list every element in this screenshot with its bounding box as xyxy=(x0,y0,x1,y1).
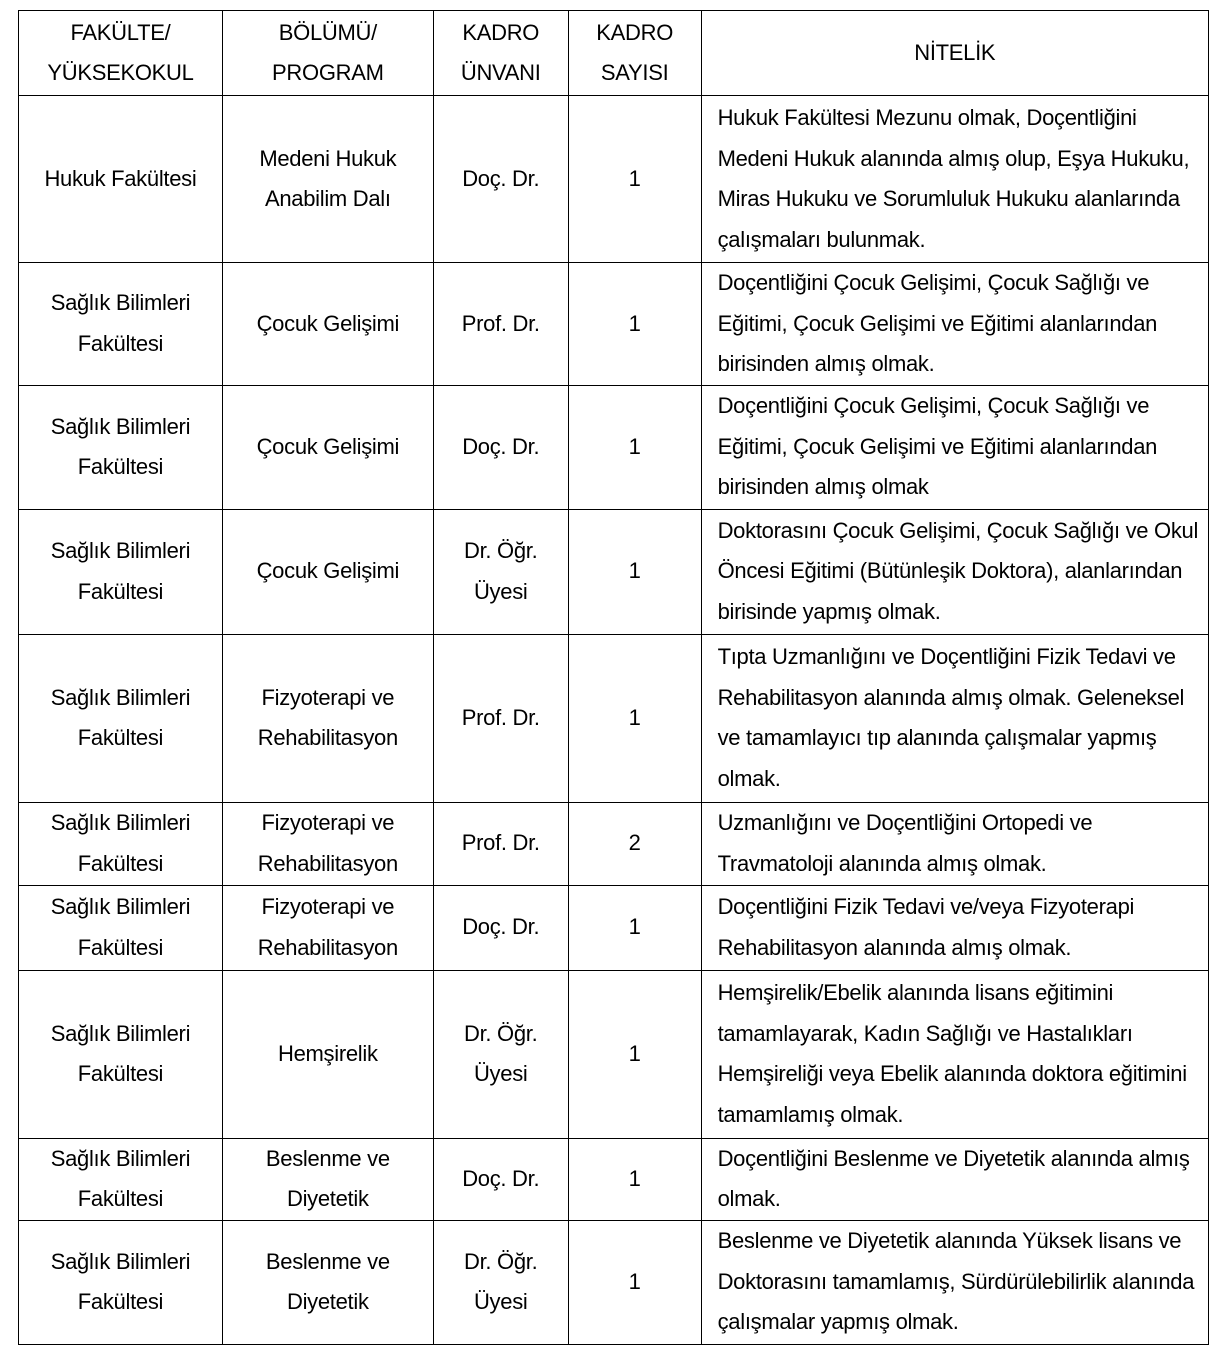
header-row xyxy=(19,11,1209,96)
table-row xyxy=(19,885,1209,970)
cell-qualification: Hukuk Fakültesi Mezunu olmak, Doçentliğini Medeni Hukuk alanında almış olup, Eşya Hukuku, Miras Hukuku ve Sorumluluk Hukuku alanlarında çalışmaları bulunmak. xyxy=(701,96,1208,263)
cell-department: Çocuk Gelişimi xyxy=(222,263,433,386)
cell-department: Çocuk Gelişimi xyxy=(222,385,433,509)
cell-faculty: Sağlık Bilimleri Fakültesi xyxy=(19,970,223,1138)
cell-qualification: Doçentliğini Beslenme ve Diyetetik alanında almış olmak. xyxy=(701,1138,1208,1220)
cell-department: Hemşirelik xyxy=(222,970,433,1138)
table-row xyxy=(19,509,1209,634)
header-qualification: NİTELİK xyxy=(701,11,1208,96)
cell-count: 1 xyxy=(568,1138,701,1220)
cell-title: Prof. Dr. xyxy=(433,263,568,386)
cell-faculty: Sağlık Bilimleri Fakültesi xyxy=(19,385,223,509)
cell-title: Doç. Dr. xyxy=(433,385,568,509)
cell-department: Fizyoterapi ve Rehabilitasyon xyxy=(222,634,433,802)
cell-qualification: Doçentliğini Çocuk Gelişimi, Çocuk Sağlığı ve Eğitimi, Çocuk Gelişimi ve Eğitimi alanlarından birisinden almış olmak xyxy=(701,385,1208,509)
cell-faculty: Sağlık Bilimleri Fakültesi xyxy=(19,634,223,802)
cell-qualification: Doçentliğini Fizik Tedavi ve/veya Fizyoterapi Rehabilitasyon alanında almış olmak. xyxy=(701,885,1208,970)
table-row xyxy=(19,1138,1209,1220)
cell-title: Doç. Dr. xyxy=(433,885,568,970)
cell-faculty: Sağlık Bilimleri Fakültesi xyxy=(19,885,223,970)
cell-department: Fizyoterapi ve Rehabilitasyon xyxy=(222,802,433,885)
cell-qualification: Doktorasını Çocuk Gelişimi, Çocuk Sağlığı ve Okul Öncesi Eğitimi (Bütünleşik Doktora), alanlarından birisinde yapmış olmak. xyxy=(701,509,1208,634)
cell-title: Dr. Öğr. Üyesi xyxy=(433,509,568,634)
cell-faculty: Sağlık Bilimleri Fakültesi xyxy=(19,802,223,885)
table-row xyxy=(19,802,1209,885)
cell-count: 2 xyxy=(568,802,701,885)
table-row xyxy=(19,634,1209,802)
cell-department: Medeni Hukuk Anabilim Dalı xyxy=(222,96,433,263)
cell-count: 1 xyxy=(568,509,701,634)
cell-faculty: Sağlık Bilimleri Fakültesi xyxy=(19,1220,223,1344)
cell-qualification: Beslenme ve Diyetetik alanında Yüksek lisans ve Doktorasını tamamlamış, Sürdürülebilirlik alanında çalışmalar yapmış olmak. xyxy=(701,1220,1208,1344)
cell-title: Prof. Dr. xyxy=(433,802,568,885)
cell-count: 1 xyxy=(568,1220,701,1344)
table-row xyxy=(19,263,1209,386)
cell-qualification: Doçentliğini Çocuk Gelişimi, Çocuk Sağlığı ve Eğitimi, Çocuk Gelişimi ve Eğitimi alanlarından birisinden almış olmak. xyxy=(701,263,1208,386)
cell-title: Prof. Dr. xyxy=(433,634,568,802)
cell-qualification: Uzmanlığını ve Doçentliğini Ortopedi ve Travmatoloji alanında almış olmak. xyxy=(701,802,1208,885)
cell-title: Doç. Dr. xyxy=(433,96,568,263)
cell-faculty: Sağlık Bilimleri Fakültesi xyxy=(19,1138,223,1220)
cell-count: 1 xyxy=(568,96,701,263)
cell-count: 1 xyxy=(568,385,701,509)
cell-qualification: Hemşirelik/Ebelik alanında lisans eğitimini tamamlayarak, Kadın Sağlığı ve Hastalıkları Hemşireliği veya Ebelik alanında doktora eğitimini tamamlamış olmak. xyxy=(701,970,1208,1138)
cell-department: Çocuk Gelişimi xyxy=(222,509,433,634)
header-department: BÖLÜMÜ/ PROGRAM xyxy=(222,11,433,96)
cell-department: Beslenme ve Diyetetik xyxy=(222,1138,433,1220)
table-row xyxy=(19,1220,1209,1344)
cell-count: 1 xyxy=(568,634,701,802)
cell-faculty: Hukuk Fakültesi xyxy=(19,96,223,263)
cell-title: Dr. Öğr. Üyesi xyxy=(433,970,568,1138)
cell-department: Beslenme ve Diyetetik xyxy=(222,1220,433,1344)
header-faculty: FAKÜLTE/ YÜKSEKOKUL xyxy=(19,11,223,96)
cell-count: 1 xyxy=(568,263,701,386)
cell-title: Doç. Dr. xyxy=(433,1138,568,1220)
cell-faculty: Sağlık Bilimleri Fakültesi xyxy=(19,509,223,634)
table-row xyxy=(19,970,1209,1138)
cell-faculty: Sağlık Bilimleri Fakültesi xyxy=(19,263,223,386)
cell-count: 1 xyxy=(568,970,701,1138)
cell-qualification: Tıpta Uzmanlığını ve Doçentliğini Fizik Tedavi ve Rehabilitasyon alanında almış olmak. Geleneksel ve tamamlayıcı tıp alanında çalışmalar yapmış olmak. xyxy=(701,634,1208,802)
cell-department: Fizyoterapi ve Rehabilitasyon xyxy=(222,885,433,970)
table-row xyxy=(19,96,1209,263)
positions-table xyxy=(18,10,1209,1345)
cell-title: Dr. Öğr. Üyesi xyxy=(433,1220,568,1344)
header-title: KADRO ÜNVANI xyxy=(433,11,568,96)
table-row xyxy=(19,385,1209,509)
header-count: KADRO SAYISI xyxy=(568,11,701,96)
cell-count: 1 xyxy=(568,885,701,970)
